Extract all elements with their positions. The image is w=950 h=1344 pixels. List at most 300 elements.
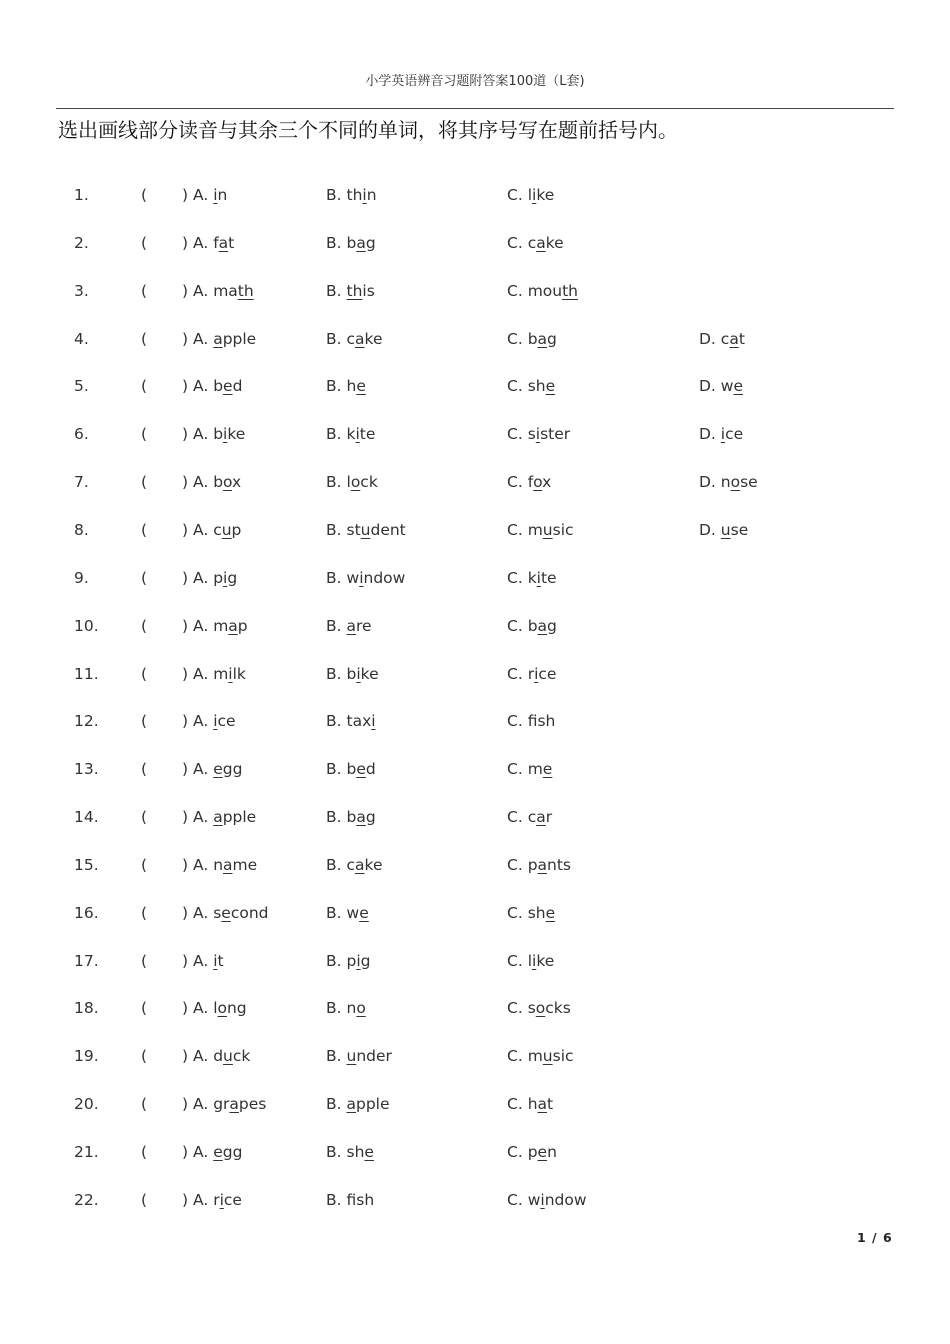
option-label: A. (193, 951, 214, 970)
option-a (193, 1041, 250, 1071)
underlined-letters: a (223, 855, 233, 874)
option-c (507, 1041, 574, 1071)
word-suffix: nder (356, 1047, 392, 1066)
option-label: A. (193, 377, 214, 396)
word-suffix: r (545, 808, 553, 827)
answer-bracket-close: ) (182, 664, 189, 683)
word-prefix: tax (346, 712, 372, 731)
underlined-letters: o (223, 473, 233, 492)
underlined-letters: u (223, 1047, 233, 1066)
option-label: C. (507, 1190, 528, 1209)
question-row (0, 563, 950, 593)
option-label: B. (326, 616, 347, 635)
option-label: A. (193, 568, 214, 587)
word-suffix: ster (540, 425, 571, 444)
option-label: A. (193, 281, 214, 300)
underlined-letters: u (720, 520, 731, 539)
question-number: 21. (74, 1143, 99, 1161)
word-suffix: me (232, 855, 258, 874)
question-row (0, 276, 950, 306)
underlined-letters: a (355, 855, 365, 874)
question-row (0, 706, 950, 736)
underlined-letters: i (223, 425, 228, 444)
word-suffix: g (360, 951, 371, 970)
option-d (699, 515, 748, 545)
option-label: C. (507, 568, 528, 587)
option-c (507, 659, 556, 689)
underlined-letters: a (536, 808, 546, 827)
word-suffix: ce (538, 664, 557, 683)
word-suffix: g (547, 616, 557, 635)
word-suffix: dent (370, 520, 406, 539)
answer-bracket-close: ) (182, 568, 189, 587)
underlined-letters: e (542, 760, 553, 779)
option-label: C. (507, 186, 528, 204)
word-prefix: h (527, 1095, 538, 1114)
option-label: C. (507, 616, 528, 635)
underlined-letters: i (371, 712, 376, 731)
answer-bracket-open: ( (141, 186, 148, 204)
word-prefix: n (213, 855, 224, 874)
option-label: C. (507, 425, 528, 444)
underlined-letters: i (213, 186, 218, 204)
underlined-letters: e (359, 903, 369, 922)
option-c (507, 324, 557, 354)
answer-bracket-open: ( (141, 1095, 148, 1114)
word-prefix: c (346, 855, 356, 874)
underlined-letters: i (223, 568, 228, 587)
word-suffix: ke (364, 855, 383, 874)
question-row (0, 993, 950, 1023)
answer-bracket-open: ( (141, 808, 148, 827)
option-label: C. (507, 999, 528, 1018)
word-prefix: c (527, 808, 537, 827)
question-row (0, 1041, 950, 1071)
word-suffix: p (237, 616, 248, 635)
question-number: 5. (74, 377, 89, 396)
word-suffix: x (232, 473, 242, 492)
option-a (193, 946, 224, 976)
word-suffix: t (738, 329, 745, 348)
word-suffix: ck (360, 473, 378, 492)
option-c (507, 802, 552, 832)
option-label: B. (326, 712, 347, 731)
option-a (193, 706, 236, 736)
option-c (507, 754, 552, 784)
underlined-letters: a (218, 233, 229, 252)
option-label: B. (326, 568, 347, 587)
option-label: B. (326, 1190, 347, 1209)
option-a (193, 276, 254, 306)
word-suffix: g (365, 233, 376, 252)
answer-bracket-open: ( (141, 999, 148, 1018)
option-b (326, 659, 379, 689)
question-number: 4. (74, 329, 89, 348)
option-b (326, 754, 376, 784)
question-number: 7. (74, 473, 89, 492)
word-suffix: sh (537, 712, 556, 731)
underlined-letters: a (228, 616, 238, 635)
word-prefix: l (527, 186, 532, 204)
word-suffix: re (356, 616, 372, 635)
word-prefix: th (346, 186, 363, 204)
option-a (193, 1089, 266, 1119)
option-label: A. (193, 1143, 214, 1161)
word-suffix: ke (364, 329, 383, 348)
word-prefix: sh (527, 377, 546, 396)
option-c (507, 850, 571, 880)
question-row (0, 228, 950, 258)
option-label: C. (507, 951, 528, 970)
option-label: B. (326, 664, 347, 683)
word-prefix: k (346, 425, 356, 444)
question-number: 18. (74, 999, 99, 1018)
question-row (0, 324, 950, 354)
option-b (326, 946, 371, 976)
option-label: C. (507, 903, 528, 922)
underlined-letters: a (346, 1095, 356, 1114)
option-label: A. (193, 664, 214, 683)
underlined-letters: a (537, 855, 548, 874)
option-b (326, 898, 369, 928)
question-row (0, 1089, 950, 1119)
underlined-letters: i (359, 568, 364, 587)
option-label: A. (193, 473, 214, 492)
underlined-letters: e (213, 760, 223, 779)
answer-bracket-open: ( (141, 425, 148, 444)
word-prefix: st (346, 520, 361, 539)
word-suffix: g (547, 329, 557, 348)
question-row (0, 659, 950, 689)
option-a (193, 467, 241, 497)
answer-bracket-open: ( (141, 281, 148, 300)
underlined-letters: th (562, 281, 578, 300)
underlined-letters: e (213, 1143, 223, 1161)
option-label: B. (326, 1047, 347, 1066)
option-c (507, 611, 557, 641)
option-a (193, 850, 257, 880)
underlined-letters: a (537, 1095, 548, 1114)
word-prefix: w (720, 377, 734, 396)
word-prefix: l (213, 999, 218, 1018)
option-c (507, 467, 551, 497)
option-c (507, 898, 555, 928)
answer-bracket-open: ( (141, 712, 148, 731)
underlined-letters: e (223, 377, 233, 396)
option-c (507, 993, 571, 1023)
word-suffix: nts (547, 855, 572, 874)
word-prefix: s (213, 903, 222, 922)
word-suffix: ce (217, 712, 236, 731)
option-label: A. (193, 855, 214, 874)
word-suffix: n (547, 1143, 557, 1161)
option-label: B. (326, 999, 347, 1018)
question-row (0, 946, 950, 976)
question-number: 17. (74, 951, 99, 970)
option-b (326, 228, 376, 258)
answer-bracket-open: ( (141, 855, 148, 874)
word-suffix: pple (222, 329, 257, 348)
answer-bracket-close: ) (182, 1143, 189, 1161)
option-b (326, 706, 376, 736)
question-row (0, 371, 950, 401)
word-prefix: ma (213, 281, 238, 300)
word-suffix: sic (552, 1047, 574, 1066)
option-label: A. (193, 616, 214, 635)
underlined-letters: e (356, 760, 366, 779)
word-prefix: gr (213, 1095, 230, 1114)
word-suffix: ce (725, 425, 744, 444)
underlined-letters: u (542, 1047, 553, 1066)
word-suffix: sic (552, 520, 574, 539)
word-prefix: w (346, 903, 360, 922)
option-a (193, 898, 268, 928)
word-suffix: pple (222, 808, 257, 827)
option-d (699, 324, 745, 354)
option-label: B. (326, 473, 347, 492)
underlined-letters: i (356, 664, 361, 683)
question-number: 11. (74, 664, 99, 683)
word-prefix: sh (527, 903, 546, 922)
underlined-letters: i (720, 425, 726, 444)
option-label: A. (193, 329, 214, 348)
option-label: A. (193, 1047, 214, 1066)
underlined-letters: a (537, 616, 548, 635)
underlined-letters: a (537, 329, 548, 348)
option-c (507, 180, 554, 210)
underlined-letters: i (228, 664, 233, 683)
word-suffix: ndow (544, 1190, 587, 1209)
question-row (0, 515, 950, 545)
question-number: 1. (74, 186, 89, 204)
option-a (193, 802, 256, 832)
underlined-letters: a (729, 329, 739, 348)
word-suffix: te (359, 425, 376, 444)
word-suffix: g (227, 568, 238, 587)
question-number: 12. (74, 712, 99, 731)
word-suffix: ke (360, 664, 379, 683)
underlined-letters: a (355, 329, 365, 348)
answer-bracket-close: ) (182, 473, 189, 492)
underlined-letters: e (221, 903, 231, 922)
option-b (326, 1137, 374, 1167)
option-c (507, 371, 555, 401)
question-row (0, 754, 950, 784)
word-prefix: c (527, 233, 537, 252)
underlined-letters: a (213, 808, 223, 827)
underlined-letters: e (545, 903, 556, 922)
underlined-letters: i (535, 425, 541, 444)
question-row (0, 898, 950, 928)
word-suffix: ke (536, 951, 555, 970)
answer-bracket-close: ) (182, 1047, 189, 1066)
option-label: D. (699, 377, 721, 396)
word-suffix: n (366, 186, 377, 204)
option-b (326, 563, 405, 593)
answer-bracket-close: ) (182, 1190, 189, 1209)
word-suffix: t (228, 233, 235, 252)
word-suffix: ke (545, 233, 564, 252)
option-c (507, 515, 574, 545)
option-b (326, 371, 366, 401)
underlined-letters: e (537, 1143, 548, 1161)
option-b (326, 1041, 392, 1071)
answer-bracket-close: ) (182, 712, 189, 731)
answer-bracket-close: ) (182, 903, 189, 922)
question-number: 19. (74, 1047, 99, 1066)
answer-bracket-close: ) (182, 1095, 189, 1114)
word-suffix: ndow (363, 568, 406, 587)
word-prefix: m (527, 520, 543, 539)
word-suffix: t (217, 951, 224, 970)
word-prefix: f (213, 233, 219, 252)
option-label: C. (507, 377, 528, 396)
option-label: C. (507, 664, 528, 683)
answer-bracket-open: ( (141, 233, 148, 252)
option-c (507, 1185, 587, 1215)
word-prefix: l (346, 473, 351, 492)
option-label: A. (193, 1190, 214, 1209)
answer-bracket-close: ) (182, 281, 189, 300)
option-label: B. (326, 281, 347, 300)
option-b (326, 802, 376, 832)
word-prefix: c (346, 329, 356, 348)
word-prefix: b (213, 377, 224, 396)
word-prefix: r (527, 664, 535, 683)
option-c (507, 1089, 553, 1119)
option-c (507, 228, 564, 258)
word-suffix: x (542, 473, 552, 492)
word-prefix: l (527, 951, 532, 970)
word-prefix: b (213, 473, 224, 492)
underlined-letters: a (356, 233, 366, 252)
underlined-letters: i (213, 951, 218, 970)
option-label: A. (193, 186, 214, 204)
option-label: C. (507, 281, 528, 300)
option-a (193, 1185, 242, 1215)
option-label: C. (507, 808, 528, 827)
question-number: 16. (74, 903, 99, 922)
option-label: C. (507, 1095, 528, 1114)
option-label: B. (326, 855, 347, 874)
question-row (0, 467, 950, 497)
option-label: D. (699, 473, 721, 492)
option-label: D. (699, 520, 721, 539)
underlined-letters: i (219, 1190, 224, 1209)
underlined-letters: i (534, 664, 539, 683)
underlined-letters: u (221, 520, 232, 539)
option-label: A. (193, 425, 214, 444)
underlined-letters: a (229, 1095, 239, 1114)
underlined-letters: th (237, 281, 254, 300)
option-a (193, 611, 248, 641)
option-label: A. (193, 712, 214, 731)
header-divider (56, 108, 894, 109)
question-number: 14. (74, 808, 99, 827)
option-label: B. (326, 186, 347, 204)
option-label: C. (507, 760, 528, 779)
answer-bracket-close: ) (182, 329, 189, 348)
underlined-letters: u (360, 520, 371, 539)
option-label: A. (193, 520, 214, 539)
option-c (507, 276, 578, 306)
option-label: B. (326, 377, 347, 396)
underlined-letters: i (532, 186, 537, 204)
word-suffix: se (730, 520, 749, 539)
option-b (326, 1185, 374, 1215)
option-a (193, 993, 247, 1023)
option-a (193, 419, 245, 449)
option-label: B. (326, 1143, 347, 1161)
word-prefix: b (346, 233, 357, 252)
question-number: 6. (74, 425, 89, 444)
answer-bracket-open: ( (141, 664, 148, 683)
option-label: B. (326, 951, 347, 970)
word-prefix: sh (346, 1143, 365, 1161)
question-row (0, 419, 950, 449)
question-number: 20. (74, 1095, 99, 1114)
option-a (193, 371, 242, 401)
question-row (0, 802, 950, 832)
underlined-letters: a (213, 329, 223, 348)
option-a (193, 659, 246, 689)
underlined-letters: i (356, 951, 361, 970)
underlined-letters: e (364, 1143, 374, 1161)
option-label: C. (507, 329, 528, 348)
option-label: B. (326, 760, 347, 779)
underlined-letters: a (536, 233, 546, 252)
underlined-letters: i (362, 186, 367, 204)
word-prefix: f (527, 473, 534, 492)
word-prefix: k (527, 568, 537, 587)
option-label: B. (326, 425, 347, 444)
answer-bracket-close: ) (182, 999, 189, 1018)
option-b (326, 1089, 390, 1119)
underlined-letters: u (346, 1047, 357, 1066)
option-label: C. (507, 712, 528, 731)
word-prefix: s (527, 999, 536, 1018)
question-number: 8. (74, 520, 89, 539)
word-prefix: b (346, 808, 357, 827)
word-prefix: c (720, 329, 730, 348)
option-label: B. (326, 233, 347, 252)
word-suffix: pes (238, 1095, 267, 1114)
underlined-letters: o (533, 473, 543, 492)
underlined-letters: a (356, 808, 366, 827)
word-prefix: c (213, 520, 222, 539)
answer-bracket-close: ) (182, 808, 189, 827)
option-a (193, 515, 241, 545)
option-label: B. (326, 808, 347, 827)
word-prefix: w (527, 1190, 541, 1209)
answer-bracket-close: ) (182, 425, 189, 444)
answer-bracket-open: ( (141, 473, 148, 492)
answer-bracket-open: ( (141, 903, 148, 922)
underlined-letters: i (213, 712, 218, 731)
word-prefix: b (527, 616, 538, 635)
option-b (326, 419, 375, 449)
underlined-letters: e (733, 377, 744, 396)
option-c (507, 1137, 557, 1167)
word-prefix: s (527, 425, 536, 444)
question-number: 10. (74, 616, 99, 635)
underlined-letters: a (346, 616, 356, 635)
underlined-letters: i (355, 425, 360, 444)
word-prefix: b (527, 329, 538, 348)
option-label: C. (507, 855, 528, 874)
word-suffix: te (540, 568, 557, 587)
option-a (193, 754, 242, 784)
